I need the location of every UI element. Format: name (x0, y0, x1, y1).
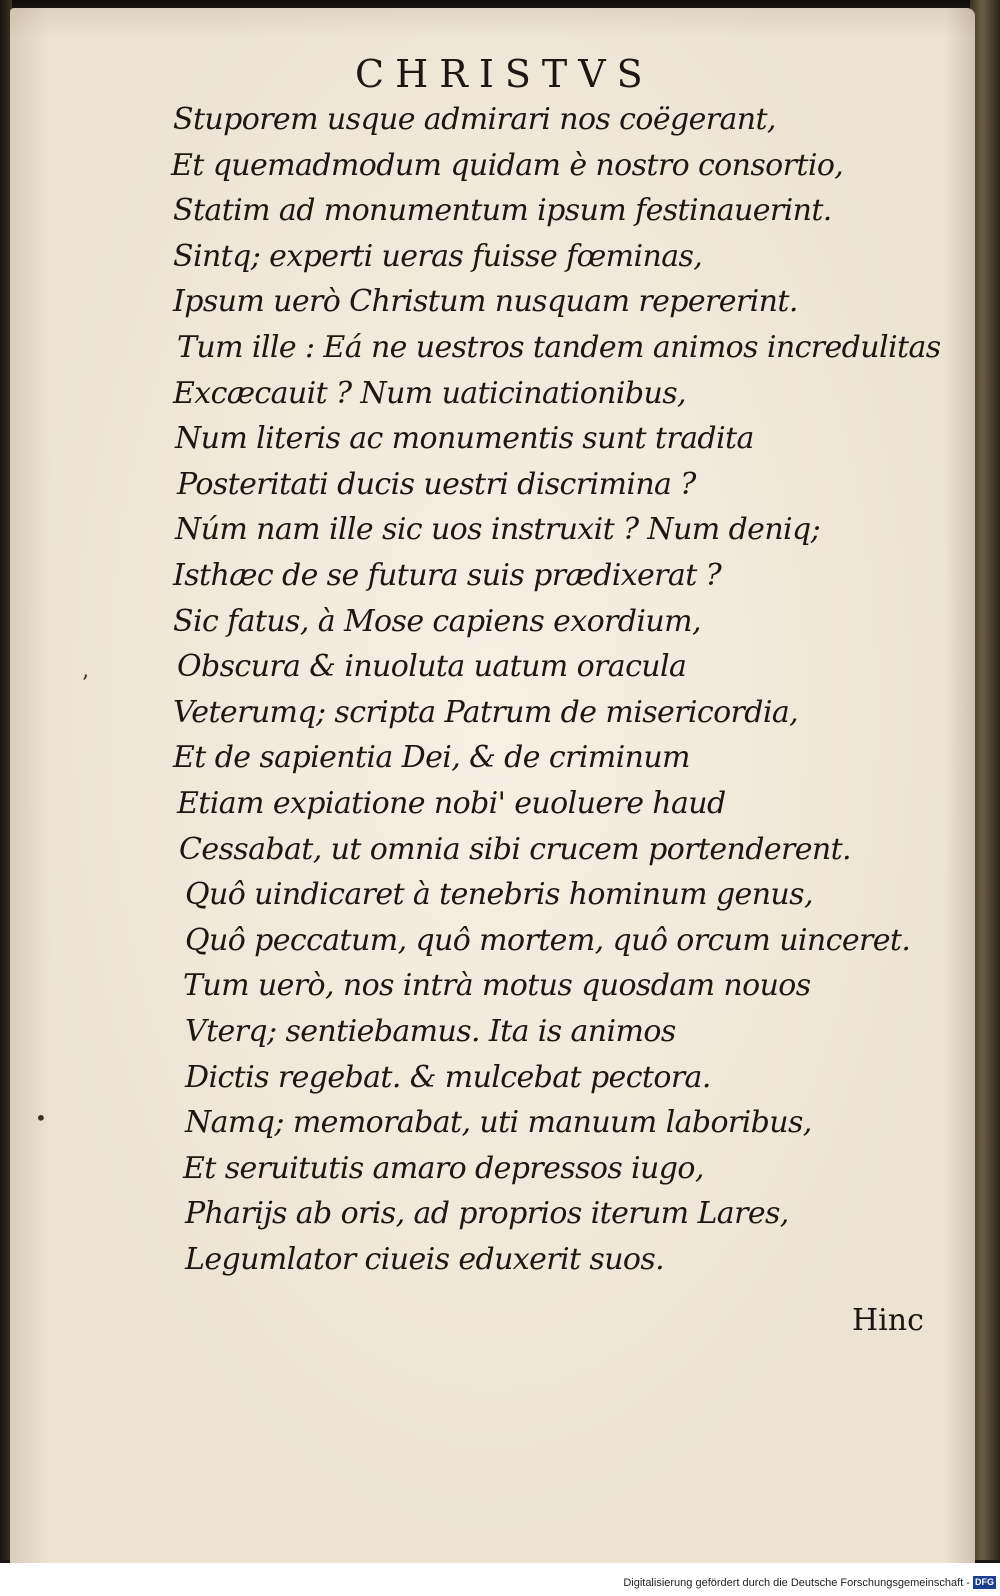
verse-line: Stuporem usque admirari nos coëgerant, (173, 102, 776, 137)
verse-line: Legumlator ciueis eduxerit suos. (185, 1242, 665, 1277)
verse-line: Excæcauit ? Num uaticinationibus, (173, 375, 686, 411)
catchword: Hinc (852, 1303, 924, 1338)
verse-line: Obscura & inuoluta uatum oracula (177, 649, 687, 685)
margin-mark: ʼ (81, 672, 88, 697)
verse-line: Namq; memorabat, uti manuum laboribus, (185, 1105, 812, 1141)
verse-line: Sintq; experti ueras fuisse fœminas, (173, 238, 703, 274)
verse-line: Quô peccatum, quô mortem, quô orcum uinceret. (185, 922, 911, 958)
verse-line: Sic fatus, à Mose capiens exordium, (173, 603, 701, 639)
verse-line: Et quemadmodum quidam è nostro consortio, (171, 147, 844, 183)
verse-line: Ipsum uerò Christum nusquam repererint. (173, 284, 798, 320)
verse-line: Tum uerò, nos intrà motus quosdam nouos (183, 968, 811, 1004)
digitization-credit: Digitalisierung gefördert durch die Deutsche Forschungsgemeinschaft - (623, 1577, 970, 1589)
verse-line: Isthæc de se futura suis prædixerat ? (173, 558, 722, 593)
margin-dot: • (35, 1106, 47, 1130)
verse-line: Pharijs ab oris, ad proprios iterum Lares, (185, 1196, 789, 1232)
verse-line: Veterumq; scripta Patrum de misericordia, (173, 694, 799, 730)
verse-line: Etiam expiatione nobi' euoluere haud (177, 786, 726, 821)
verse-line: Statim ad monumentum ipsum festinauerint. (173, 193, 832, 229)
verse-line: Cessabat, ut omnia sibi crucem portenderent. (179, 831, 851, 867)
dfg-logo: DFG (975, 1577, 994, 1587)
verse-line: Dictis regebat. & mulcebat pectora. (185, 1059, 711, 1095)
verse-line: Posteritati ducis uestri discrimina ? (177, 466, 696, 502)
verse-line: Num literis ac monumentis sunt tradita (175, 421, 754, 457)
verse-line: Tum ille : Eá ne uestros tandem animos incredulitas (177, 330, 941, 365)
running-head: CHRISTVS (355, 52, 654, 96)
verse-line: Et seruitutis amaro depressos iugo, (183, 1150, 704, 1186)
verse-line: Et de sapientia Dei, & de criminum (173, 740, 690, 776)
verse-line: Vterq; sentiebamus. Ita is animos (185, 1014, 676, 1049)
verse-line: Quô uindicaret à tenebris hominum genus, (185, 877, 813, 913)
verse-line: Núm nam ille sic uos instruxit ? Num deniq; (175, 512, 821, 548)
